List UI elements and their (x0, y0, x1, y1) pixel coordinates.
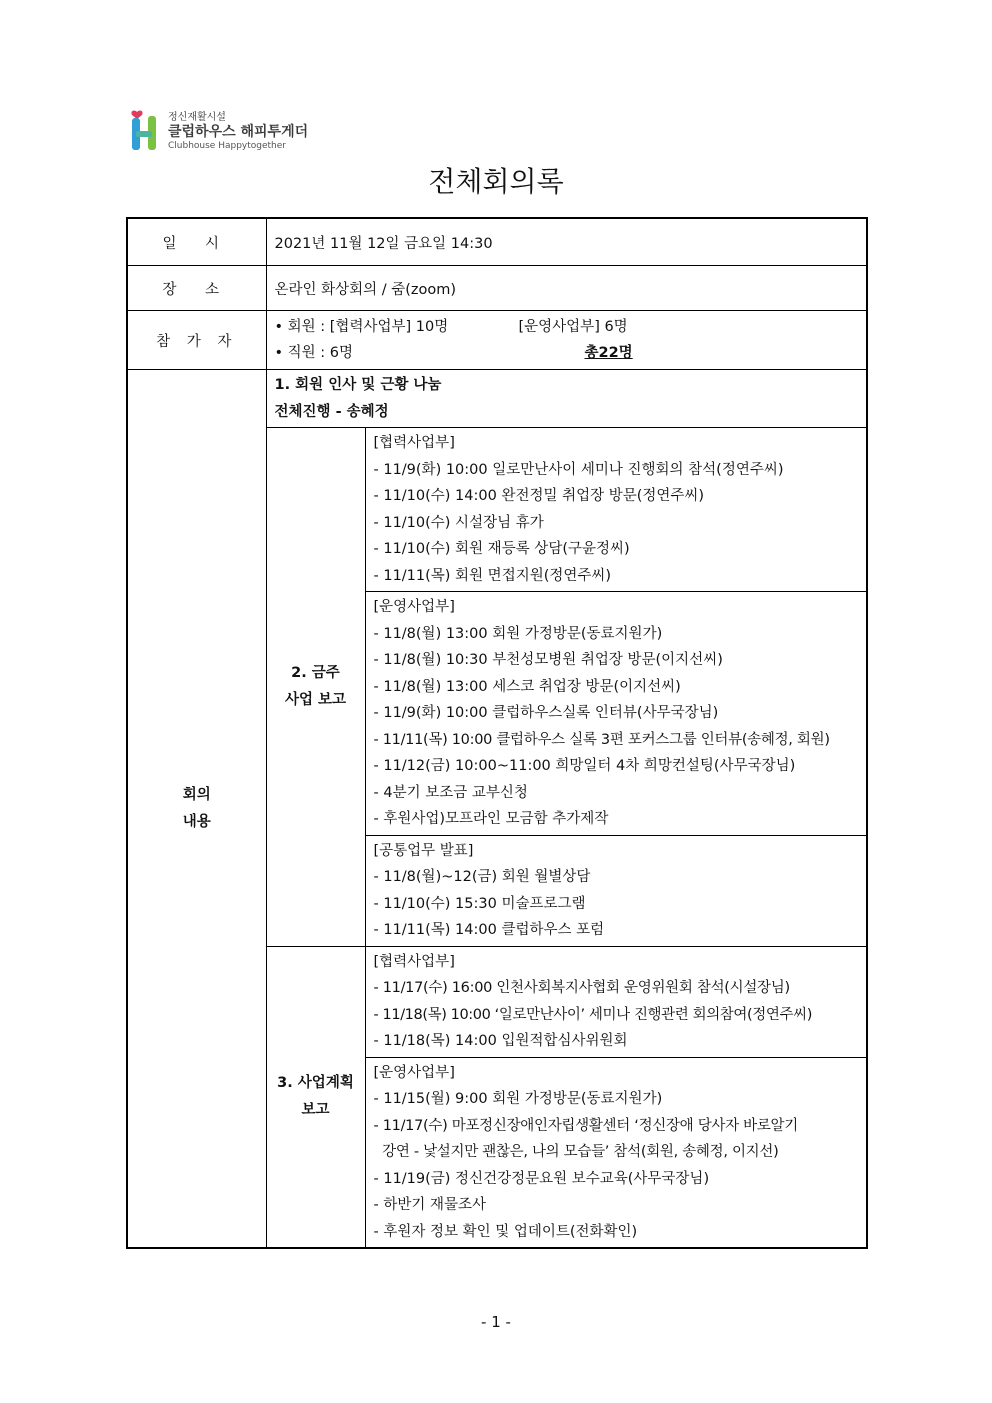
section3-label-cell (266, 946, 365, 1248)
attendees-total: 총22명 (584, 345, 633, 361)
section2-label-line-2: 사업 보고 (284, 691, 347, 708)
logo-subtitle: 정신재활시설 (168, 112, 226, 123)
place-value: 온라인 화상회의 / 줌(zoom) (266, 266, 867, 311)
attendees-staff: • 직원 : 6명 (274, 345, 354, 361)
section1-title: 1. 회원 인사 및 근황 나눔 (274, 377, 442, 393)
list-item: - 11/10(수) 15:30 미술프로그램 (373, 895, 586, 912)
list-item: [협력사업부] (373, 953, 455, 970)
list-item: - 11/18(목) 14:00 입원적합심사위원회 (373, 1033, 628, 1049)
list-item: - 11/9(화) 10:00 일로만난사이 세미나 진행회의 참석(정연주씨) (373, 461, 784, 478)
list-item: - 11/8(월)~12(금) 회원 월별상담 (373, 869, 591, 885)
list-item: [운영사업부] (373, 1064, 455, 1081)
list-item: [운영사업부] (373, 599, 455, 615)
section2-ops-cell (365, 592, 867, 836)
list-item: - 11/19(금) 정신건강정문요원 보수교육(사무국장님) (373, 1170, 710, 1187)
section3-coop-cell (365, 946, 867, 1057)
date-label: 일 시 (162, 235, 232, 252)
section3-label-line-1: 3. 사업계획 (277, 1074, 354, 1091)
section2-coop-cell (365, 428, 867, 592)
list-item: - 11/18(목) 10:00 ‘일로만난사이’ 세미나 진행관련 회의참여(정연주씨) (373, 1006, 812, 1023)
list-item: [공통업무 발표] (373, 842, 474, 859)
place-label-cell (127, 266, 266, 311)
attendees-line-1 (275, 314, 867, 341)
list-item: - 11/10(수) 회원 재등록 상담(구윤정씨) (373, 541, 630, 557)
section3-ops-cell (365, 1057, 867, 1248)
list-item: - 후원자 정보 확인 및 업데이트(전화확인) (373, 1223, 638, 1240)
list-item: - 11/10(수) 시설장님 휴가 (373, 514, 544, 531)
content-label-line-2: 내용 (182, 813, 211, 830)
list-item: - 11/12(금) 10:00~11:00 희망일터 4차 희망컨설팅(사무국장님) (373, 758, 796, 774)
list-item: - 11/17(수) 16:00 인천사회복지사협회 운영위원회 참석(시설장님) (373, 980, 790, 996)
section1-host: 전체진행 - 송혜정 (274, 403, 389, 420)
minutes-table (126, 217, 868, 1249)
attendees-label: 참 가 자 (156, 333, 238, 350)
attendees-members-coop: • 회원 : [협력사업부] 10명 (274, 318, 449, 335)
list-item: 강연 - 낯설지만 괜찮은, 나의 모습들’ 참석(회원, 송혜정, 이지선) (373, 1144, 779, 1160)
list-item: - 11/11(목) 10:00 클럽하우스 실록 3편 포커스그룹 인터뷰(송혜정, 회원) (373, 731, 830, 748)
logo-english-name: Clubhouse Happytogether (168, 141, 286, 151)
list-item: - 11/11(목) 14:00 클럽하우스 포럼 (373, 922, 605, 938)
list-item: [협력사업부] (373, 435, 455, 451)
section2-common-cell (365, 835, 867, 946)
list-item: - 11/15(월) 9:00 회원 가정방문(동료지원가) (373, 1091, 663, 1107)
section3-label-line-2: 보고 (301, 1101, 330, 1118)
list-item: - 11/10(수) 14:00 완전정밀 취업장 방문(정연주씨) (373, 488, 705, 504)
date-value: 2021년 11월 12일 금요일 14:30 (266, 218, 867, 266)
section2-label-cell (266, 428, 365, 947)
page-number: - 1 - (481, 1313, 511, 1331)
section1-cell (266, 370, 867, 428)
list-item: - 11/8(월) 13:00 회원 가정방문(동료지원가) (373, 625, 663, 642)
list-item: - 11/8(월) 10:30 부천성모병원 취업장 방문(이지선씨) (373, 652, 723, 668)
date-label-cell (127, 218, 266, 266)
content-label-line-1: 회의 (182, 786, 211, 803)
clubhouse-logo (128, 104, 328, 156)
attendees-line-2 (275, 340, 867, 367)
logo-name: 클럽하우스 해피투게더 (168, 124, 309, 140)
list-item: - 11/8(월) 13:00 세스코 취업장 방문(이지선씨) (373, 678, 681, 695)
list-item: - 하반기 재물조사 (373, 1197, 486, 1213)
list-item: - 4분기 보조금 교부신청 (373, 784, 528, 801)
clubhouse-logo-icon (128, 104, 164, 154)
content-label-cell (127, 370, 266, 1249)
section2-label-line-1: 2. 금주 (291, 664, 340, 681)
place-label: 장 소 (162, 281, 232, 298)
attendees-members-ops: [운영사업부] 6명 (518, 318, 628, 335)
list-item: - 11/11(목) 회원 면접지원(정연주씨) (373, 567, 612, 584)
attendees-value-cell (266, 311, 867, 370)
list-item: - 11/17(수) 마포정신장애인자립생활센터 ‘정신장애 당사자 바로알기 (373, 1117, 798, 1134)
list-item: - 11/9(화) 10:00 클럽하우스실록 인터뷰(사무국장님) (373, 705, 719, 721)
list-item: - 후원사업)모프라인 모금함 추가제작 (373, 811, 609, 827)
attendees-label-cell (127, 311, 266, 370)
document-title: 전체회의록 (428, 165, 564, 198)
